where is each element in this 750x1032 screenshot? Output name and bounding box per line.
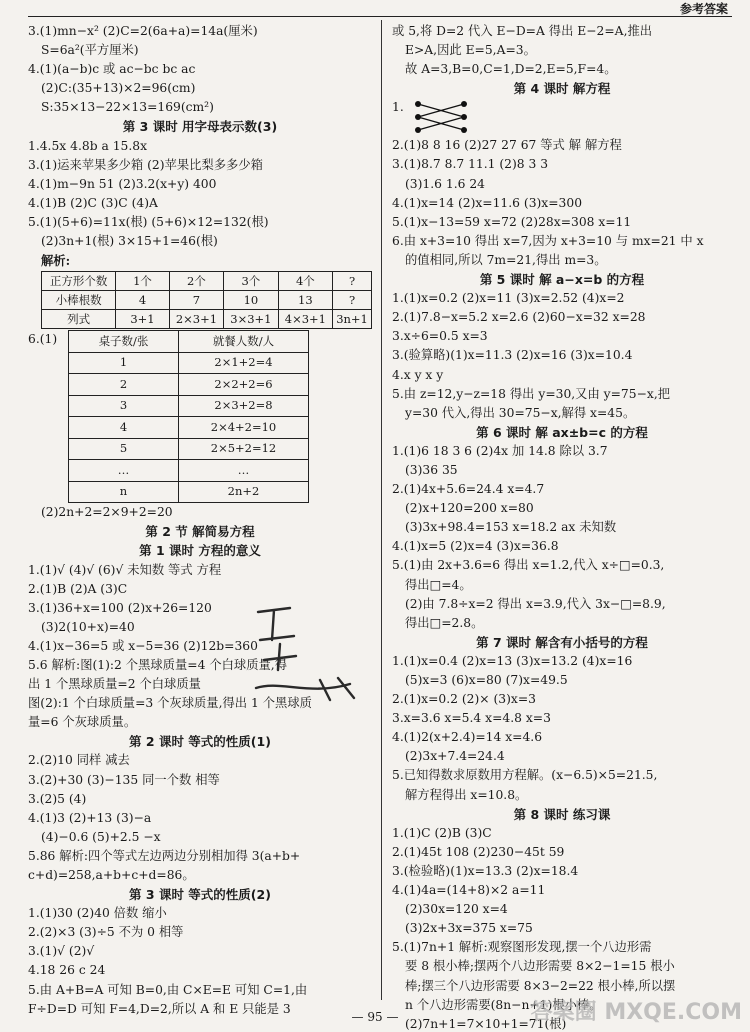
answer-line: 3.(2)5 (4) — [28, 791, 87, 806]
answer-line: 4.18 26 c 24 — [28, 963, 106, 978]
answer-line: 1.(1)C (2)B (3)C — [392, 825, 492, 840]
answer-line: 5.(1)(5+6)=11x(根) (5+6)×12=132(根) — [28, 214, 269, 229]
answer-line: 3.(检验略)(1)x=13.3 (2)x=18.4 — [392, 863, 579, 878]
analysis-label: 解析: — [41, 253, 71, 269]
table-cell: 4×3+1 — [278, 310, 332, 329]
table-cell: 3 — [69, 395, 179, 417]
table-cell: 3×3+1 — [224, 310, 278, 329]
answer-line: 3.(1)√ (2)√ — [28, 944, 95, 959]
lesson-heading: 第 6 课时 解 ax±b=c 的方程 — [476, 424, 648, 440]
answer-line: 故 A=3,B=0,C=1,D=2,E=5,F=4。 — [405, 62, 617, 77]
answer-line: 4.(1)x=14 (2)x=11.6 (3)x=300 — [392, 195, 583, 210]
answer-line: 2.(1)8 8 16 (2)27 27 67 等式 解 解方程 — [392, 138, 622, 153]
answer-line: 5.86 解析:四个等式左边两边分别相加得 3(a+b+ — [28, 848, 301, 863]
answer-line: 4.(1)m−9n 51 (2)3.2(x+y) 400 — [28, 176, 217, 191]
answer-line: 5.(1)由 2x+3.6=6 得出 x=1.2,代入 x÷□=0.3, — [392, 558, 665, 573]
right-column — [392, 22, 732, 1032]
answer-line: 1.(1)30 (2)40 倍数 缩小 — [28, 906, 167, 921]
table-cell: 3个 — [224, 272, 278, 291]
question-number: 1. — [392, 100, 404, 115]
matching-lines-figure — [412, 98, 472, 136]
answer-line: 棒;摆三个八边形需要 8×3−2=22 根小棒,所以摆 — [405, 978, 676, 993]
answer-line: 3.(1)8.7 8.7 11.1 (2)8 3 3 — [392, 157, 549, 172]
answer-line: 2.(2)10 同样 减去 — [28, 753, 130, 768]
answer-line: 2.(1)7.8−x=5.2 x=2.6 (2)60−x=32 x=28 — [392, 310, 646, 325]
table-header: 桌子数/张 — [69, 331, 179, 353]
answer-line: 3.(验算略)(1)x=11.3 (2)x=16 (3)x=10.4 — [392, 348, 633, 363]
answer-line: 4.(1)4a=(14+8)×2 a=11 — [392, 883, 546, 898]
table-cell: ? — [333, 291, 372, 310]
header-rule — [28, 16, 732, 17]
answer-line: 4.(1)B (2)C (3)C (4)A — [28, 195, 158, 210]
answer-line: 解方程得出 x=10.8。 — [405, 787, 528, 802]
answer-line: 4.(1)x−36=5 或 x−5=36 (2)12b=360 — [28, 638, 258, 653]
answer-line: 2.(1)B (2)A (3)C — [28, 581, 128, 596]
answer-line: 的值相同,所以 7m=21,得出 m=3。 — [405, 252, 607, 267]
table-cell: 2 — [69, 374, 179, 396]
answer-line: (4)−0.6 (5)+2.5 −x — [41, 829, 161, 844]
table-cell: 1个 — [116, 272, 169, 291]
table-cell: 3n+1 — [333, 310, 372, 329]
answer-line: 3.x=3.6 x=5.4 x=4.8 x=3 — [392, 711, 551, 726]
table-cell: 2×4+2=10 — [179, 417, 309, 439]
table-row — [42, 291, 372, 310]
answer-line: (2)x+120=200 x=80 — [405, 501, 534, 516]
answer-line: 5.已知得数求原数用方程解。(x−6.5)×5=21.5, — [392, 768, 658, 783]
answer-line: y=30 代入,得出 30=75−x,解得 x=45。 — [405, 405, 636, 420]
lesson-heading: 第 3 课时 用字母表示数(3) — [122, 119, 278, 135]
answer-line: 6.由 x+3=10 得出 x=7,因为 x+3=10 与 mx=21 中 x — [392, 233, 704, 248]
answer-line: 量=6 个灰球质量。 — [28, 715, 137, 730]
answer-line: (3)3x+98.4=153 x=18.2 ax 未知数 — [405, 520, 617, 535]
table-cell: 4 — [116, 291, 169, 310]
answer-line: 1.(1)6 18 3 6 (2)4x 加 14.8 除以 3.7 — [392, 443, 608, 458]
answer-line: 3.(2)+30 (3)−135 同一个数 相等 — [28, 772, 220, 787]
answer-line: 1.(1)x=0.2 (2)x=11 (3)x=2.52 (4)x=2 — [392, 291, 625, 306]
matching-figure-row — [392, 98, 732, 136]
answer-line: 或 5,将 D=2 代入 E−D=A 得出 E−2=A,推出 — [392, 24, 653, 38]
answer-line: (2)C:(35+13)×2=96(cm) — [41, 81, 196, 96]
answer-line: c+d)=258,a+b+c+d=86。 — [28, 868, 195, 882]
table-row — [42, 272, 372, 291]
table-row — [69, 481, 309, 503]
answer-line: n 个八边形需要(8n−n+1)根小棒。 — [405, 997, 602, 1012]
table-row — [69, 374, 309, 396]
table-cell: 2n+2 — [179, 481, 309, 503]
answer-line: (2)7n+1=7×10+1=71(根) — [405, 1016, 567, 1031]
answer-line: (2)3x+7.4=24.4 — [405, 749, 505, 764]
table-cell: n — [69, 481, 179, 503]
table-row — [69, 417, 309, 439]
table-cell: 2×5+2=12 — [179, 438, 309, 460]
lesson-heading: 第 4 课时 解方程 — [513, 81, 611, 97]
answer-line: (3)2x+3x=375 x=75 — [405, 921, 533, 936]
section-heading: 第 2 节 解简易方程 — [145, 524, 255, 540]
table-cell: 1 — [69, 352, 179, 374]
answer-line: 2.(2)×3 (3)÷5 不为 0 相等 — [28, 925, 184, 940]
table-row — [69, 395, 309, 417]
table-cell: 5 — [69, 438, 179, 460]
column-divider — [381, 20, 382, 1000]
table-row — [42, 310, 372, 329]
answer-line: 5.6 解析:图(1):2 个黑球质量=4 个白球质量,得 — [28, 657, 288, 672]
table-cell: ? — [333, 272, 372, 291]
table-cell: 小棒根数 — [42, 291, 116, 310]
answer-line: S=6a²(平方厘米) — [41, 43, 139, 58]
answer-line: (2)3n+1(根) 3×15+1=46(根) — [41, 234, 218, 249]
answer-line: (2)30x=120 x=4 — [405, 902, 508, 917]
table-cell: … — [69, 460, 179, 482]
answer-line: 5.(1)7n+1 解析:观察图形发现,摆一个八边形需 — [392, 940, 652, 955]
answer-line: 要 8 根小棒;摆两个八边形需要 8×2−1=15 根小 — [405, 959, 675, 974]
answer-line: (5)x=3 (6)x=80 (7)x=49.5 — [405, 673, 568, 687]
table-cell: 2个 — [169, 272, 223, 291]
answer-line: 3.(1)36+x=100 (2)x+26=120 — [28, 600, 212, 615]
table-cell: 4 — [69, 417, 179, 439]
table-cell: 2×3+1 — [169, 310, 223, 329]
answer-line: 3.x÷6=0.5 x=3 — [392, 329, 488, 344]
question-number: 6.(1) — [28, 332, 58, 347]
table-cell: 3+1 — [116, 310, 169, 329]
table-cell: … — [179, 460, 309, 482]
answer-line: E>A,因此 E=5,A=3。 — [405, 43, 536, 58]
table-cell: 列式 — [42, 310, 116, 329]
answer-line: (3)1.6 1.6 24 — [405, 176, 485, 191]
answer-line: 4.(1)3 (2)+13 (3)−a — [28, 810, 152, 825]
table-cell: 7 — [169, 291, 223, 310]
answer-line: (3)2(10+x)=40 — [41, 619, 135, 634]
table-cell: 2×2+2=6 — [179, 374, 309, 396]
lesson-heading: 第 3 课时 等式的性质(2) — [129, 887, 271, 903]
answer-line: (2)由 7.8÷x=2 得出 x=3.9,代入 3x−□=8.9, — [405, 596, 666, 611]
lesson-heading: 第 7 课时 解含有小括号的方程 — [476, 634, 648, 650]
answer-line: 5.由 A+B=A 可知 B=0,由 C×E=E 可知 C=1,由 — [28, 982, 308, 997]
answer-line: (2)2n+2=2×9+2=20 — [41, 505, 173, 520]
left-column — [28, 22, 372, 1019]
answer-line: 2.(1)x=0.2 (2)× (3)x=3 — [392, 692, 536, 707]
table-cell: 10 — [224, 291, 278, 310]
answer-line: 得出□=4。 — [405, 577, 472, 592]
matchstick-table — [41, 271, 372, 329]
page-number: — 95 — — [351, 1010, 399, 1024]
table-row — [69, 352, 309, 374]
answer-line: 1.(1)x=0.4 (2)x=13 (3)x=13.2 (4)x=16 — [392, 653, 633, 668]
table-header: 就餐人数/人 — [179, 331, 309, 353]
answer-line: 得出□=2.8。 — [405, 615, 484, 630]
table-cell: 4个 — [278, 272, 332, 291]
answer-line: 1.4.5x 4.8b a 15.8x — [28, 138, 148, 153]
table-row — [69, 460, 309, 482]
dining-table — [68, 330, 309, 503]
answer-line: 3.(1)运来苹果多少箱 (2)苹果比梨多多少箱 — [28, 157, 263, 172]
answer-line: 2.(1)45t 108 (2)230−45t 59 — [392, 844, 565, 859]
header-title: 参考答案 — [679, 2, 728, 16]
table-cell: 正方形个数 — [42, 272, 116, 291]
answer-line: S:35×13−22×13=169(cm²) — [41, 100, 214, 115]
answer-line: 1.(1)√ (4)√ (6)√ 未知数 等式 方程 — [28, 562, 222, 577]
answer-line: 图(2):1 个白球质量=3 个灰球质量,得出 1 个黑球质 — [28, 696, 312, 711]
table-cell: 2×1+2=4 — [179, 352, 309, 374]
answer-line: 5.(1)x−13=59 x=72 (2)28x=308 x=11 — [392, 214, 632, 229]
answer-line: 2.(1)4x+5.6=24.4 x=4.7 — [392, 482, 545, 497]
answer-line: 4.(1)(a−b)c 或 ac−bc bc ac — [28, 62, 196, 77]
lesson-heading: 第 5 课时 解 a−x=b 的方程 — [479, 272, 645, 288]
answer-line: 出 1 个黑球质量=2 个白球质量 — [28, 677, 201, 692]
table-header-row — [69, 331, 309, 353]
answer-line: F÷D=D 可知 F=4,D=2,所以 A 和 E 只能是 3 — [28, 1001, 291, 1016]
dining-table-block — [28, 330, 372, 503]
answer-line: 4.(1)x=5 (2)x=4 (3)x=36.8 — [392, 539, 559, 554]
watermark: 答案圈 MXQE.COM — [530, 1000, 742, 1025]
answer-line: (3)36 35 — [405, 462, 458, 477]
lesson-heading: 第 1 课时 方程的意义 — [139, 543, 261, 559]
lesson-heading: 第 2 课时 等式的性质(1) — [129, 734, 271, 750]
lesson-heading: 第 8 课时 练习课 — [513, 806, 611, 822]
table-cell: 2×3+2=8 — [179, 395, 309, 417]
answer-line: 3.(1)mn−x² (2)C=2(6a+a)=14a(厘米) — [28, 24, 258, 38]
handwritten-scribble — [250, 600, 370, 710]
table-cell: 13 — [278, 291, 332, 310]
table-row — [69, 438, 309, 460]
answer-line: 4.(1)2(x+2.4)=14 x=4.6 — [392, 730, 543, 745]
answer-line: 4.x y x y — [392, 367, 444, 382]
answer-line: 5.由 z=12,y−z=18 得出 y=30,又由 y=75−x,把 — [392, 386, 671, 401]
